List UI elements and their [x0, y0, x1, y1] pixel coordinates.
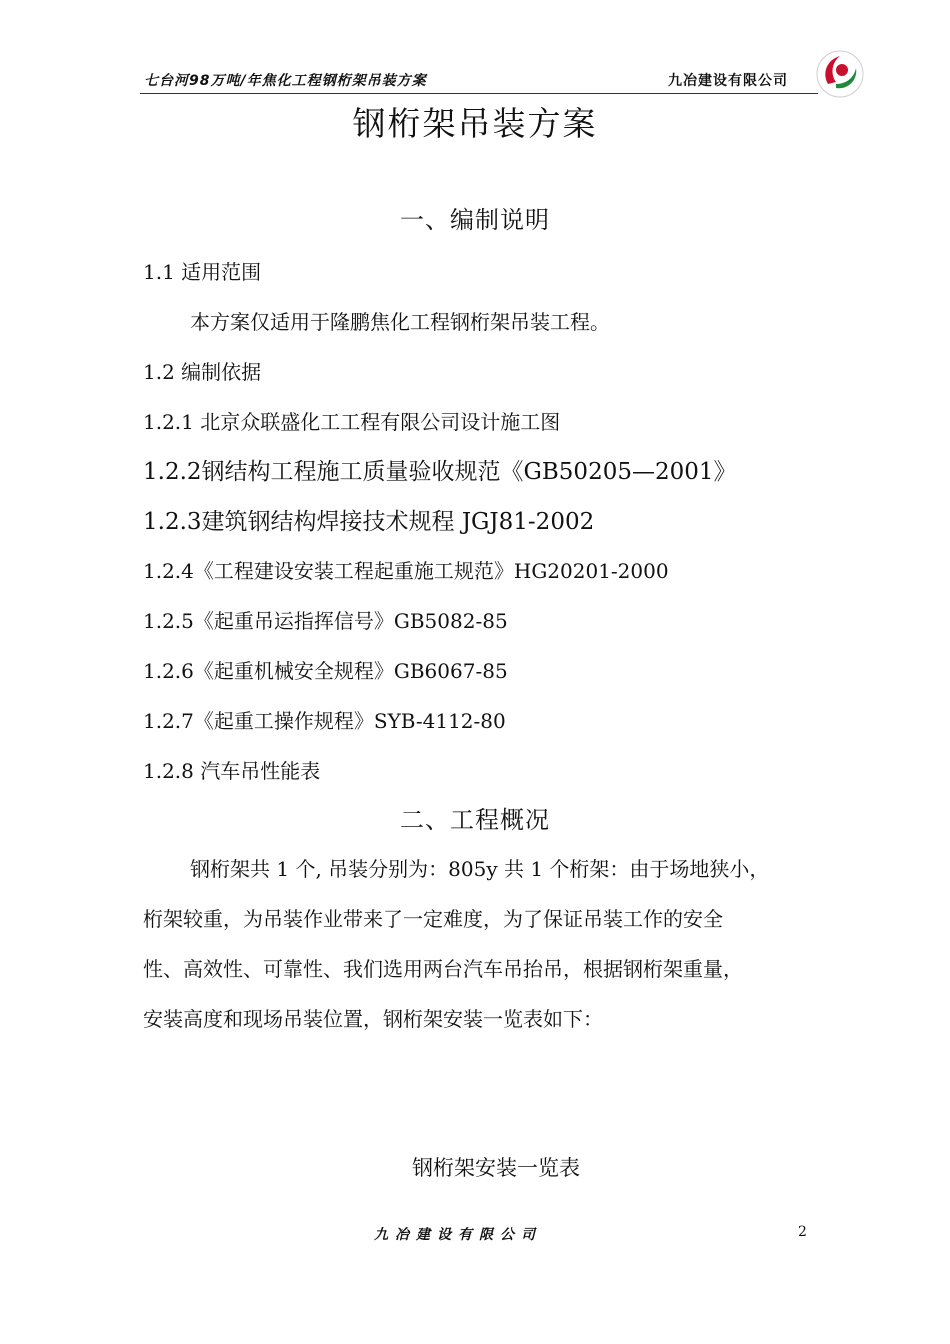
basis-item: 1.2.8 汽车吊性能表 — [143, 759, 321, 783]
section-heading-1: 一、编制说明 — [400, 206, 550, 234]
basis-item: 1.2.1 北京众联盛化工工程有限公司设计施工图 — [143, 410, 561, 434]
header-project-title: 七台河98万吨/年焦化工程钢桁架吊装方案 — [144, 73, 427, 89]
overview-paragraph-line: 安装高度和现场吊装位置，钢桁架安装一览表如下： — [143, 1007, 603, 1031]
header-company-name: 九冶建设有限公司 — [668, 73, 788, 89]
section-heading-2: 二、工程概况 — [400, 806, 550, 834]
document-title: 钢桁架吊装方案 — [352, 104, 598, 143]
basis-item: 1.2.5《起重吊运指挥信号》GB5082-85 — [143, 609, 508, 633]
scope-text: 本方案仅适用于隆鹏焦化工程钢桁架吊装工程。 — [190, 310, 610, 334]
overview-paragraph-line: 性、高效性、可靠性、我们选用两台汽车吊抬吊，根据钢桁架重量， — [143, 957, 743, 981]
overview-paragraph-line: 钢桁架共 1 个, 吊装分别为：805y 共 1 个桁架：由于场地狭小， — [190, 857, 770, 881]
basis-item: 1.2.3建筑钢结构焊接技术规程 JGJ81-2002 — [143, 509, 595, 535]
page-number: 2 — [798, 1224, 807, 1240]
basis-item: 1.2.7《起重工操作规程》SYB-4112-80 — [143, 709, 506, 733]
basis-item: 1.2.4《工程建设安装工程起重施工规范》HG20201-2000 — [143, 559, 669, 583]
table-caption: 钢桁架安装一览表 — [412, 1156, 580, 1180]
basis-item: 1.2.6《起重机械安全规程》GB6067-85 — [143, 659, 508, 683]
basis-heading: 1.2 编制依据 — [143, 360, 262, 384]
company-logo-icon — [814, 48, 866, 100]
footer-company-name: 九冶建设有限公司 — [374, 1227, 542, 1243]
basis-item: 1.2.2钢结构工程施工质量验收规范《GB50205—2001》 — [143, 459, 737, 485]
scope-heading: 1.1 适用范围 — [143, 260, 262, 284]
header-divider — [140, 93, 818, 94]
overview-paragraph-line: 桁架较重，为吊装作业带来了一定难度，为了保证吊装工作的安全 — [143, 907, 723, 931]
